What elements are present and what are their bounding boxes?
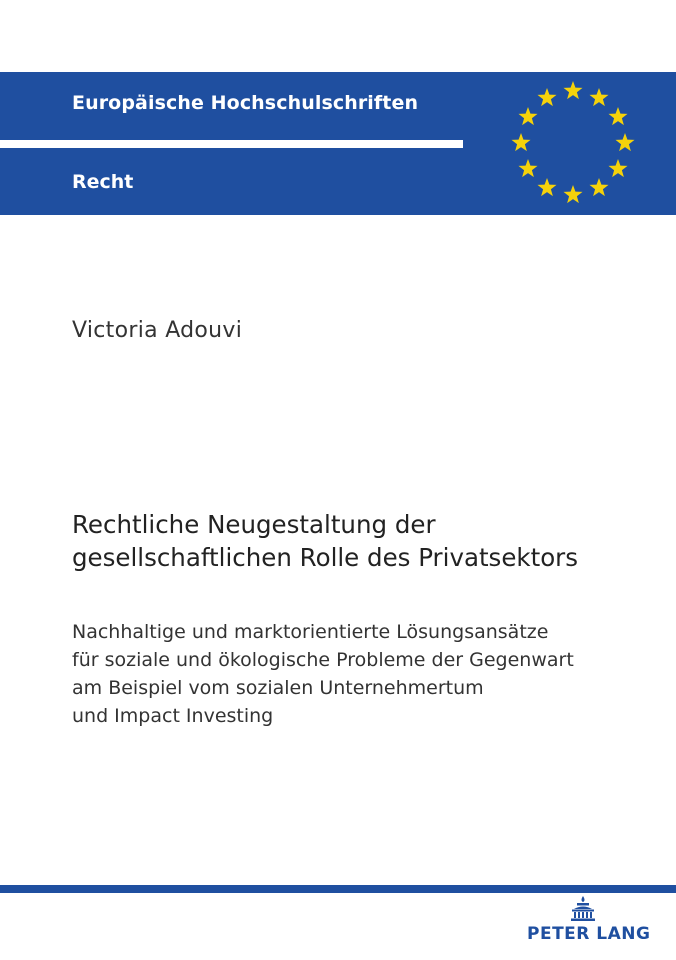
series-divider [0,140,463,148]
star-icon [537,88,557,108]
book-subtitle-line: am Beispiel vom sozialen Unternehmertum [72,677,484,699]
star-icon [608,159,628,179]
star-icon [537,178,557,198]
book-title [72,508,632,574]
star-icon [518,159,538,179]
star-icon [518,107,538,127]
temple-lamp-icon [563,893,603,923]
series-banner [0,72,676,215]
star-icon [615,133,635,153]
book-subtitle-line: für soziale und ökologische Probleme der Gegenwart [72,649,574,671]
eu-star-circle-icon [510,78,636,208]
author-name: Victoria Adouvi [72,318,243,343]
series-title: Europäische Hochschulschriften [72,92,419,114]
book-title-line: gesellschaftlichen Rolle des Privatsektors [72,543,579,572]
series-subject: Recht [72,171,134,193]
book-title-line: Rechtliche Neugestaltung der [72,510,436,539]
star-icon [608,107,628,127]
book-subtitle-line: Nachhaltige und marktorientierte Lösungsansätze [72,621,549,643]
footer-divider [0,885,676,893]
star-icon [589,178,609,198]
star-icon [589,88,609,108]
star-icon [511,133,531,153]
book-subtitle-line: und Impact Investing [72,705,274,727]
publisher-name: PETER LANG [527,924,651,944]
book-subtitle [72,618,652,730]
star-icon [563,185,583,205]
star-icon [563,81,583,101]
